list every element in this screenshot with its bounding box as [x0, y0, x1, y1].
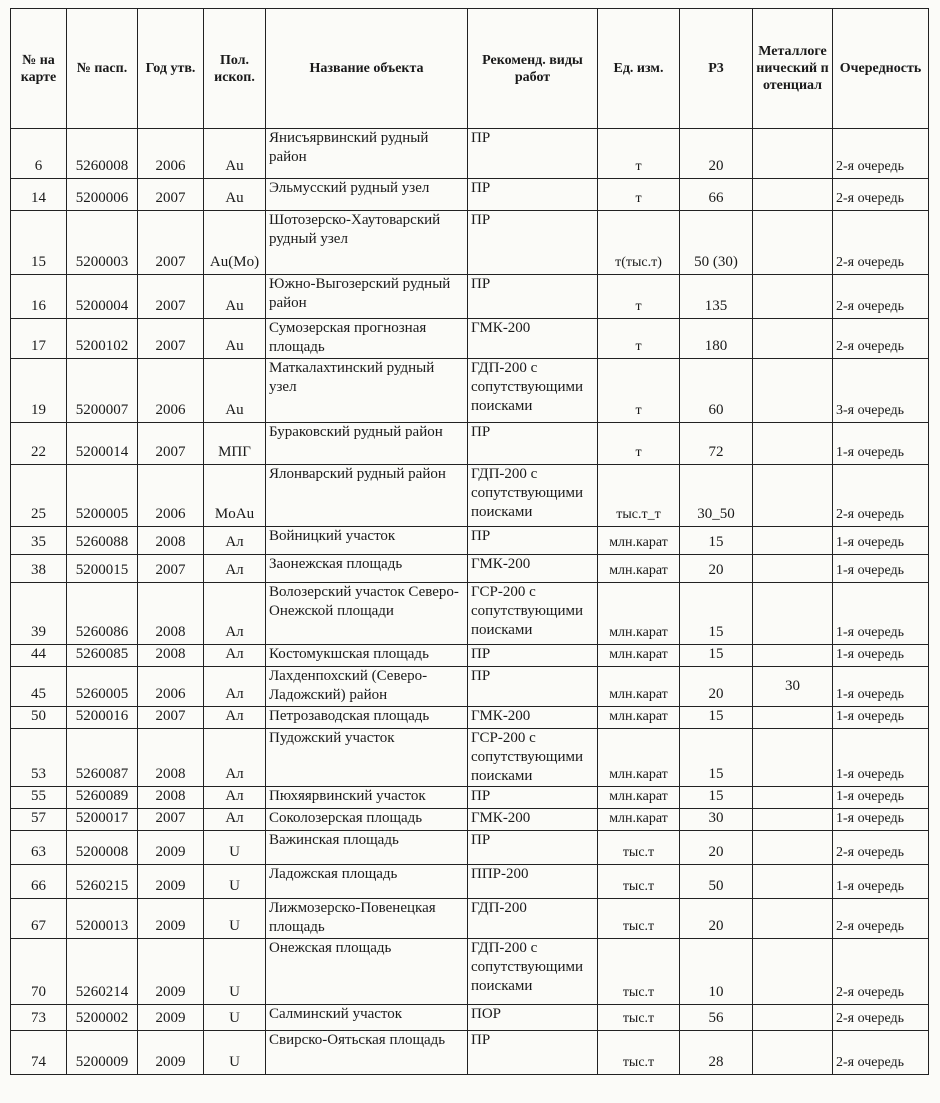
cell-unit: тыс.т — [598, 831, 680, 865]
cell-year: 2009 — [138, 1005, 204, 1031]
cell-num-map: 39 — [11, 583, 67, 645]
table-row — [11, 179, 929, 211]
cell-priority: 1-я очередь — [833, 667, 929, 707]
cell-mineral: Ал — [204, 555, 266, 583]
cell-metallogenic — [753, 465, 833, 527]
table-row — [11, 129, 929, 179]
cell-num-passport: 5260088 — [67, 527, 138, 555]
cell-metallogenic — [753, 555, 833, 583]
cell-num-passport: 5260089 — [67, 787, 138, 809]
cell-unit: т — [598, 359, 680, 423]
cell-unit: тыс.т — [598, 865, 680, 899]
cell-resources: 135 — [680, 275, 753, 319]
cell-year: 2008 — [138, 787, 204, 809]
cell-resources: 56 — [680, 1005, 753, 1031]
cell-num-passport: 5260087 — [67, 729, 138, 787]
header-row — [11, 9, 929, 129]
cell-unit: тыс.т — [598, 939, 680, 1005]
table-body — [11, 129, 929, 1075]
cell-object-name: Войницкий участок — [266, 527, 468, 555]
cell-object-name: Маткалахтинский рудный узел — [266, 359, 468, 423]
cell-num-passport: 5200102 — [67, 319, 138, 359]
cell-object-name: Ладожская площадь — [266, 865, 468, 899]
cell-resources: 66 — [680, 179, 753, 211]
cell-unit: т — [598, 423, 680, 465]
table-row — [11, 667, 929, 707]
cell-num-map: 66 — [11, 865, 67, 899]
cell-mineral: U — [204, 939, 266, 1005]
cell-resources: 20 — [680, 129, 753, 179]
cell-object-name: Лижмозерско-Повенецкая площадь — [266, 899, 468, 939]
cell-object-name: Янисъярвинский рудный район — [266, 129, 468, 179]
cell-works: ПР — [468, 179, 598, 211]
cell-year: 2009 — [138, 899, 204, 939]
cell-metallogenic — [753, 787, 833, 809]
table-row — [11, 423, 929, 465]
cell-resources: 15 — [680, 527, 753, 555]
cell-object-name: Бураковский рудный район — [266, 423, 468, 465]
cell-object-name: Петрозаводская площадь — [266, 707, 468, 729]
cell-priority: 1-я очередь — [833, 729, 929, 787]
cell-num-map: 15 — [11, 211, 67, 275]
cell-unit: млн.карат — [598, 809, 680, 831]
cell-resources: 20 — [680, 667, 753, 707]
cell-metallogenic: 30 — [753, 667, 833, 707]
cell-object-name: Салминский участок — [266, 1005, 468, 1031]
cell-resources: 15 — [680, 707, 753, 729]
cell-metallogenic — [753, 899, 833, 939]
cell-priority: 1-я очередь — [833, 645, 929, 667]
cell-mineral: Ал — [204, 583, 266, 645]
cell-year: 2006 — [138, 359, 204, 423]
cell-num-map: 25 — [11, 465, 67, 527]
cell-works: ПР — [468, 211, 598, 275]
cell-works: ПР — [468, 423, 598, 465]
cell-metallogenic — [753, 583, 833, 645]
cell-priority: 1-я очередь — [833, 583, 929, 645]
cell-num-passport: 5200013 — [67, 899, 138, 939]
cell-num-passport: 5260214 — [67, 939, 138, 1005]
table-row — [11, 465, 929, 527]
table-row — [11, 645, 929, 667]
cell-resources: 50 (30) — [680, 211, 753, 275]
cell-works: ППР-200 — [468, 865, 598, 899]
cell-num-passport: 5260086 — [67, 583, 138, 645]
cell-resources: 30_50 — [680, 465, 753, 527]
cell-priority: 1-я очередь — [833, 865, 929, 899]
cell-resources: 15 — [680, 787, 753, 809]
cell-year: 2006 — [138, 667, 204, 707]
cell-num-passport: 5200014 — [67, 423, 138, 465]
cell-mineral: Ал — [204, 645, 266, 667]
cell-resources: 30 — [680, 809, 753, 831]
cell-priority: 1-я очередь — [833, 707, 929, 729]
cell-year: 2006 — [138, 465, 204, 527]
cell-num-passport: 5200008 — [67, 831, 138, 865]
cell-works: ПОР — [468, 1005, 598, 1031]
cell-works: ПР — [468, 527, 598, 555]
table-row — [11, 787, 929, 809]
cell-unit: т — [598, 129, 680, 179]
cell-year: 2007 — [138, 179, 204, 211]
cell-mineral: U — [204, 899, 266, 939]
cell-priority: 1-я очередь — [833, 527, 929, 555]
cell-priority: 2-я очередь — [833, 211, 929, 275]
cell-num-map: 57 — [11, 809, 67, 831]
cell-metallogenic — [753, 1005, 833, 1031]
cell-mineral: Ал — [204, 809, 266, 831]
header-resources: Р3 — [680, 9, 753, 129]
cell-mineral: Au — [204, 319, 266, 359]
cell-works: ГМК-200 — [468, 555, 598, 583]
header-metallogenic: Металлогенический потенциал — [753, 9, 833, 129]
cell-unit: млн.карат — [598, 527, 680, 555]
cell-num-map: 63 — [11, 831, 67, 865]
cell-unit: тыс.т_т — [598, 465, 680, 527]
cell-num-passport: 5200002 — [67, 1005, 138, 1031]
table-row — [11, 707, 929, 729]
header-year: Год утв. — [138, 9, 204, 129]
cell-num-passport: 5200009 — [67, 1031, 138, 1075]
cell-works: ГДП-200 — [468, 899, 598, 939]
cell-metallogenic — [753, 527, 833, 555]
cell-mineral: Ал — [204, 729, 266, 787]
table-row — [11, 211, 929, 275]
cell-works: ГМК-200 — [468, 707, 598, 729]
cell-metallogenic — [753, 275, 833, 319]
cell-year: 2007 — [138, 423, 204, 465]
table-row — [11, 1005, 929, 1031]
cell-num-map: 70 — [11, 939, 67, 1005]
cell-unit: млн.карат — [598, 787, 680, 809]
header-object-name: Название объекта — [266, 9, 468, 129]
cell-object-name: Эльмусский рудный узел — [266, 179, 468, 211]
cell-num-map: 38 — [11, 555, 67, 583]
cell-num-map: 22 — [11, 423, 67, 465]
cell-year: 2007 — [138, 211, 204, 275]
cell-resources: 20 — [680, 899, 753, 939]
cell-priority: 2-я очередь — [833, 939, 929, 1005]
cell-num-map: 6 — [11, 129, 67, 179]
cell-priority: 3-я очередь — [833, 359, 929, 423]
cell-mineral: U — [204, 1005, 266, 1031]
cell-year: 2009 — [138, 865, 204, 899]
cell-unit: т — [598, 319, 680, 359]
cell-num-passport: 5260085 — [67, 645, 138, 667]
cell-year: 2008 — [138, 527, 204, 555]
cell-object-name: Лахденпохский (Северо-Ладожский) район — [266, 667, 468, 707]
scanned-table-sheet — [10, 8, 929, 1075]
cell-year: 2006 — [138, 129, 204, 179]
cell-object-name: Костомукшская площадь — [266, 645, 468, 667]
header-num-map: № на карте — [11, 9, 67, 129]
cell-num-passport: 5200016 — [67, 707, 138, 729]
cell-metallogenic — [753, 729, 833, 787]
cell-mineral: U — [204, 1031, 266, 1075]
cell-unit: млн.карат — [598, 707, 680, 729]
cell-num-passport: 5260005 — [67, 667, 138, 707]
cell-num-map: 45 — [11, 667, 67, 707]
cell-metallogenic — [753, 831, 833, 865]
cell-num-passport: 5260215 — [67, 865, 138, 899]
cell-object-name: Онежская площадь — [266, 939, 468, 1005]
cell-year: 2008 — [138, 645, 204, 667]
cell-unit: тыс.т — [598, 899, 680, 939]
cell-works: ПР — [468, 645, 598, 667]
cell-num-map: 67 — [11, 899, 67, 939]
cell-priority: 1-я очередь — [833, 809, 929, 831]
table-row — [11, 359, 929, 423]
cell-metallogenic — [753, 179, 833, 211]
cell-num-map: 14 — [11, 179, 67, 211]
cell-year: 2009 — [138, 831, 204, 865]
table-row — [11, 275, 929, 319]
cell-priority: 2-я очередь — [833, 275, 929, 319]
cell-works: ПР — [468, 129, 598, 179]
cell-priority: 2-я очередь — [833, 1005, 929, 1031]
cell-unit: млн.карат — [598, 645, 680, 667]
cell-unit: млн.карат — [598, 555, 680, 583]
header-unit: Ед. изм. — [598, 9, 680, 129]
cell-year: 2007 — [138, 319, 204, 359]
cell-num-passport: 5200017 — [67, 809, 138, 831]
cell-unit: т(тыс.т) — [598, 211, 680, 275]
cell-unit: тыс.т — [598, 1031, 680, 1075]
header-num-passport: № пасп. — [67, 9, 138, 129]
cell-num-passport: 5200004 — [67, 275, 138, 319]
cell-unit: млн.карат — [598, 667, 680, 707]
cell-mineral: Ал — [204, 707, 266, 729]
cell-metallogenic — [753, 129, 833, 179]
table-row — [11, 809, 929, 831]
cell-resources: 60 — [680, 359, 753, 423]
cell-object-name: Пудожский участок — [266, 729, 468, 787]
cell-mineral: Au(Mo) — [204, 211, 266, 275]
cell-mineral: Au — [204, 359, 266, 423]
cell-year: 2008 — [138, 729, 204, 787]
cell-year: 2007 — [138, 809, 204, 831]
cell-metallogenic — [753, 211, 833, 275]
cell-works: ПР — [468, 667, 598, 707]
cell-year: 2008 — [138, 583, 204, 645]
cell-metallogenic — [753, 319, 833, 359]
cell-num-map: 19 — [11, 359, 67, 423]
cell-num-passport: 5200005 — [67, 465, 138, 527]
cell-year: 2009 — [138, 939, 204, 1005]
cell-works: ГДП-200 с сопутствующими поисками — [468, 939, 598, 1005]
cell-unit: т — [598, 179, 680, 211]
cell-works: ГСР-200 с сопутствующими поисками — [468, 583, 598, 645]
cell-mineral: Ал — [204, 787, 266, 809]
cell-resources: 180 — [680, 319, 753, 359]
cell-priority: 2-я очередь — [833, 179, 929, 211]
cell-priority: 2-я очередь — [833, 129, 929, 179]
cell-year: 2007 — [138, 275, 204, 319]
cell-mineral: Au — [204, 129, 266, 179]
cell-priority: 2-я очередь — [833, 1031, 929, 1075]
cell-works: ГДП-200 с сопутствующими поисками — [468, 465, 598, 527]
cell-object-name: Сумозерская прогнозная площадь — [266, 319, 468, 359]
cell-object-name: Соколозерская площадь — [266, 809, 468, 831]
cell-priority: 1-я очередь — [833, 787, 929, 809]
cell-works: ГМК-200 — [468, 319, 598, 359]
cell-priority: 2-я очередь — [833, 831, 929, 865]
cell-works: ПР — [468, 275, 598, 319]
cell-mineral: MoAu — [204, 465, 266, 527]
cell-object-name: Свирско-Оятьская площадь — [266, 1031, 468, 1075]
cell-metallogenic — [753, 865, 833, 899]
table-row — [11, 1031, 929, 1075]
cell-works: ГДП-200 с сопутствующими поисками — [468, 359, 598, 423]
cell-unit: т — [598, 275, 680, 319]
table-row — [11, 319, 929, 359]
cell-priority: 2-я очередь — [833, 319, 929, 359]
cell-num-map: 17 — [11, 319, 67, 359]
cell-works: ПР — [468, 831, 598, 865]
cell-resources: 15 — [680, 583, 753, 645]
cell-resources: 28 — [680, 1031, 753, 1075]
cell-mineral: МПГ — [204, 423, 266, 465]
cell-metallogenic — [753, 939, 833, 1005]
cell-metallogenic — [753, 809, 833, 831]
header-works: Рекоменд. виды работ — [468, 9, 598, 129]
cell-object-name: Важинская площадь — [266, 831, 468, 865]
cell-num-map: 50 — [11, 707, 67, 729]
cell-resources: 20 — [680, 555, 753, 583]
cell-object-name: Пюхяярвинский участок — [266, 787, 468, 809]
cell-resources: 50 — [680, 865, 753, 899]
cell-metallogenic — [753, 645, 833, 667]
cell-num-map: 74 — [11, 1031, 67, 1075]
cell-mineral: U — [204, 831, 266, 865]
table-row — [11, 831, 929, 865]
cell-works: ПР — [468, 1031, 598, 1075]
cell-metallogenic — [753, 1031, 833, 1075]
cell-priority: 2-я очередь — [833, 899, 929, 939]
cell-num-passport: 5200007 — [67, 359, 138, 423]
table-row — [11, 583, 929, 645]
table-row — [11, 865, 929, 899]
cell-mineral: Ал — [204, 527, 266, 555]
cell-resources: 72 — [680, 423, 753, 465]
table-row — [11, 899, 929, 939]
cell-priority: 1-я очередь — [833, 555, 929, 583]
cell-object-name: Волозерский участок Северо-Онежской площади — [266, 583, 468, 645]
cell-unit: млн.карат — [598, 729, 680, 787]
cell-object-name: Южно-Выгозерский рудный район — [266, 275, 468, 319]
cell-priority: 1-я очередь — [833, 423, 929, 465]
table-row — [11, 527, 929, 555]
cell-object-name: Заонежская площадь — [266, 555, 468, 583]
cell-num-map: 35 — [11, 527, 67, 555]
cell-works: ПР — [468, 787, 598, 809]
cell-metallogenic — [753, 423, 833, 465]
header-mineral: Пол. ископ. — [204, 9, 266, 129]
table-row — [11, 939, 929, 1005]
cell-object-name: Ялонварский рудный район — [266, 465, 468, 527]
cell-num-map: 55 — [11, 787, 67, 809]
cell-resources: 20 — [680, 831, 753, 865]
cell-num-map: 16 — [11, 275, 67, 319]
table-row — [11, 729, 929, 787]
cell-num-map: 73 — [11, 1005, 67, 1031]
cell-works: ГСР-200 с сопутствующими поисками — [468, 729, 598, 787]
cell-num-passport: 5260008 — [67, 129, 138, 179]
cell-num-passport: 5200006 — [67, 179, 138, 211]
cell-mineral: Ал — [204, 667, 266, 707]
cell-object-name: Шотозерско-Хаутоварский рудный узел — [266, 211, 468, 275]
cell-num-map: 44 — [11, 645, 67, 667]
cell-year: 2007 — [138, 707, 204, 729]
cell-year: 2007 — [138, 555, 204, 583]
cell-num-passport: 5200003 — [67, 211, 138, 275]
prospects-table — [10, 8, 929, 1075]
cell-mineral: Au — [204, 179, 266, 211]
cell-resources: 15 — [680, 645, 753, 667]
cell-priority: 2-я очередь — [833, 465, 929, 527]
cell-mineral: Au — [204, 275, 266, 319]
cell-unit: тыс.т — [598, 1005, 680, 1031]
cell-num-passport: 5200015 — [67, 555, 138, 583]
cell-num-map: 53 — [11, 729, 67, 787]
table-row — [11, 555, 929, 583]
cell-metallogenic — [753, 707, 833, 729]
cell-resources: 15 — [680, 729, 753, 787]
cell-works: ГМК-200 — [468, 809, 598, 831]
cell-unit: млн.карат — [598, 583, 680, 645]
cell-year: 2009 — [138, 1031, 204, 1075]
header-priority: Очередность — [833, 9, 929, 129]
cell-mineral: U — [204, 865, 266, 899]
cell-resources: 10 — [680, 939, 753, 1005]
cell-metallogenic — [753, 359, 833, 423]
